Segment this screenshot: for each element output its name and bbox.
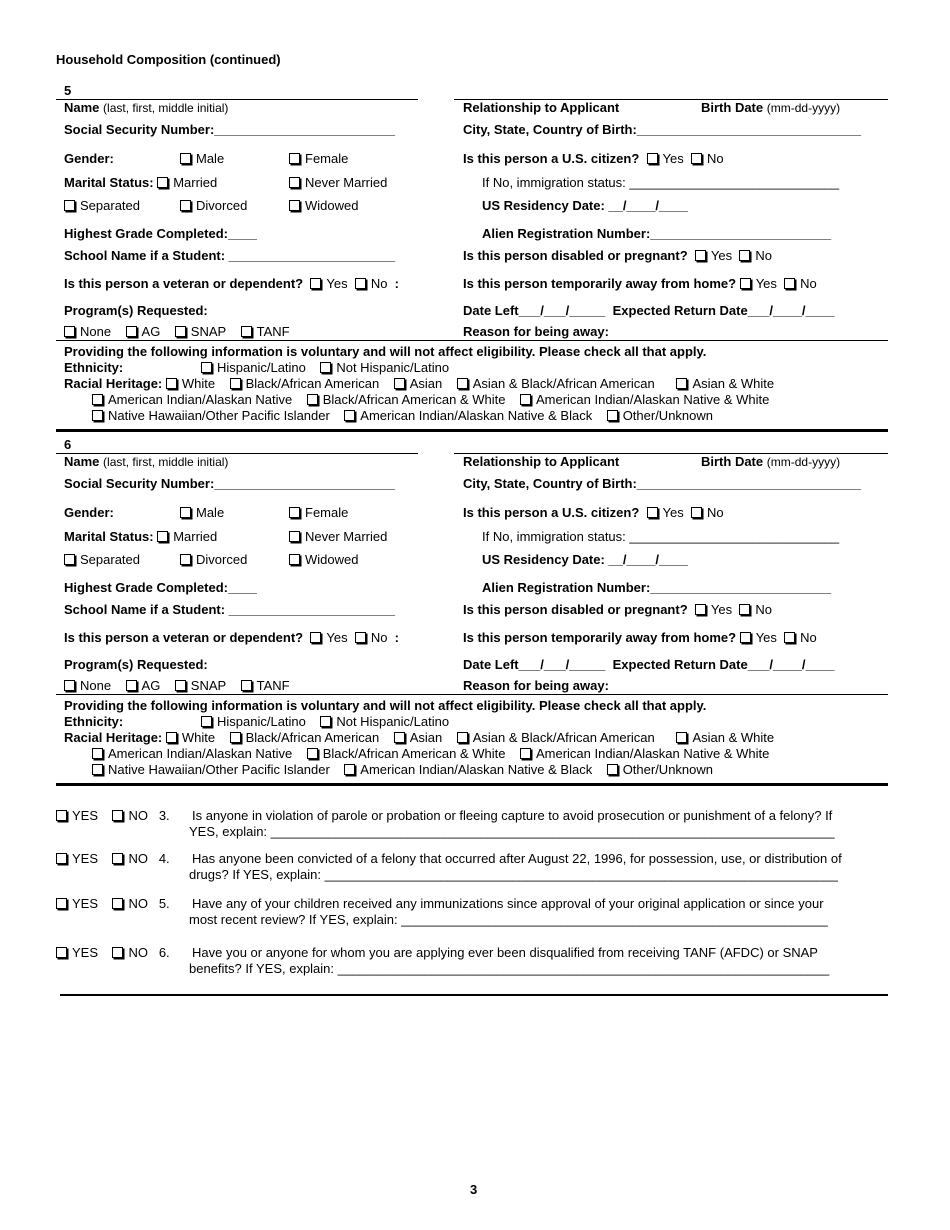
school-field[interactable]: School Name if a Student: _______________________	[64, 602, 395, 617]
checkbox-icon	[112, 898, 123, 909]
checkbox-icon	[92, 748, 103, 759]
checkbox-icon	[126, 680, 137, 691]
widowed-checkbox[interactable]: Widowed	[289, 198, 358, 214]
name-field[interactable]: Name (last, first, middle initial)	[64, 454, 229, 469]
question-yes[interactable]: YES	[56, 808, 98, 823]
citizen-yes[interactable]: Yes	[647, 151, 684, 166]
hawaiian-checkbox[interactable]: Native Hawaiian/Other Pacific Islander	[92, 408, 330, 423]
question-number: 5.	[158, 896, 170, 911]
ethnicity-row: Ethnicity:	[64, 714, 124, 729]
question-number: 6.	[158, 945, 170, 960]
asian-black-checkbox[interactable]: Asian & Black/African American	[457, 376, 655, 391]
veteran-yes[interactable]: Yes	[310, 630, 347, 645]
asian-white-checkbox[interactable]: Asian & White	[676, 376, 774, 391]
checkbox-icon	[64, 326, 75, 337]
question-yes[interactable]: YES	[56, 945, 98, 960]
birthplace-field[interactable]: City, State, Country of Birth:_______________________________	[463, 476, 861, 491]
married-checkbox[interactable]: Married	[157, 529, 217, 544]
citizen-no[interactable]: No	[691, 151, 724, 166]
checkbox-icon	[394, 732, 405, 743]
checkbox-icon	[175, 326, 186, 337]
checkbox-icon	[695, 604, 706, 615]
marital-status: Marital Status: Married	[64, 529, 218, 544]
question-explain-field[interactable]: drugs? If YES, explain: _______________________________________________________________________	[189, 867, 838, 882]
birthplace-field[interactable]: City, State, Country of Birth:_______________________________	[463, 122, 861, 137]
question-item	[56, 851, 896, 891]
checkbox-icon	[112, 853, 123, 864]
asian-white-checkbox[interactable]: Asian & White	[676, 730, 774, 745]
ethnicity-row: Ethnicity:	[64, 360, 124, 375]
race-row-1: Racial Heritage: White Black/African American Asian Asian & Black/African American Asian & White	[64, 376, 775, 391]
program-ag[interactable]: AG	[126, 678, 161, 693]
program-none[interactable]: None	[64, 678, 111, 693]
school-field[interactable]: School Name if a Student: _______________________	[64, 248, 395, 263]
away-no[interactable]: No	[784, 630, 817, 645]
person-number: 6	[64, 437, 72, 452]
page-title: Household Composition (continued)	[56, 52, 281, 67]
checkbox-icon	[784, 632, 795, 643]
checkbox-icon	[157, 177, 168, 188]
programs-label: Program(s) Requested:	[64, 303, 208, 318]
question-item	[56, 945, 896, 985]
expected-return-field[interactable]: Expected Return Date___/____/____	[612, 657, 835, 672]
program-tanf[interactable]: TANF	[241, 324, 290, 339]
checkbox-icon	[344, 764, 355, 775]
checkbox-icon	[310, 632, 321, 643]
widowed-checkbox[interactable]: Widowed	[289, 552, 358, 568]
name-field[interactable]: Name (last, first, middle initial)	[64, 100, 229, 115]
checkbox-icon	[112, 810, 123, 821]
not-hispanic-checkbox[interactable]: Not Hispanic/Latino	[320, 714, 449, 729]
checkbox-icon	[740, 278, 751, 289]
question-number: 4.	[158, 851, 170, 866]
checkbox-icon	[691, 153, 702, 164]
am-indian-white-checkbox[interactable]: American Indian/Alaskan Native & White	[520, 392, 769, 407]
programs-label: Program(s) Requested:	[64, 657, 208, 672]
question-text: Have you or anyone for whom you are applying ever been disqualified from receiving TANF (AFDC) or SNAP	[192, 945, 818, 960]
question-item	[56, 896, 896, 936]
white-checkbox[interactable]: White	[166, 730, 215, 745]
checkbox-icon	[64, 680, 75, 691]
black-checkbox[interactable]: Black/African American	[230, 376, 380, 391]
residency-field[interactable]: US Residency Date: __/____/____	[482, 552, 688, 567]
checkbox-icon	[241, 680, 252, 691]
checkbox-icon	[520, 748, 531, 759]
question-yes[interactable]: YES	[56, 896, 98, 911]
disabled-question: Is this person disabled or pregnant? Yes No	[463, 248, 772, 263]
disabled-no[interactable]: No	[739, 248, 772, 263]
citizen-question: Is this person a U.S. citizen? Yes No	[463, 505, 724, 520]
checkbox-icon	[180, 507, 191, 518]
veteran-yes[interactable]: Yes	[310, 276, 347, 291]
black-white-checkbox[interactable]: Black/African American & White	[307, 392, 506, 407]
checkbox-icon	[457, 732, 468, 743]
checkbox-icon	[64, 200, 75, 211]
grade-field[interactable]: Highest Grade Completed:____	[64, 580, 257, 595]
checkbox-icon	[695, 250, 706, 261]
am-indian-white-checkbox[interactable]: American Indian/Alaskan Native & White	[520, 746, 769, 761]
citizen-yes[interactable]: Yes	[647, 505, 684, 520]
veteran-no[interactable]: No	[355, 276, 388, 291]
checkbox-icon	[175, 680, 186, 691]
alien-field[interactable]: Alien Registration Number:_________________________	[482, 226, 832, 241]
hispanic-checkbox[interactable]: Hispanic/Latino	[201, 714, 306, 729]
birth-date-field[interactable]: Birth Date (mm-dd-yyyy)	[701, 454, 841, 469]
question-no[interactable]: NO	[112, 896, 148, 911]
question-no[interactable]: NO	[112, 945, 148, 960]
question-explain-field[interactable]: most recent review? If YES, explain: ___________________________________________________________	[189, 912, 828, 927]
date-left-field[interactable]: Date Left___/___/_____ Expected Return Date___/____/____	[463, 657, 835, 672]
checkbox-icon	[166, 732, 177, 743]
question-text: Has anyone been convicted of a felony that occurred after August 22, 1996, for possession, use, or distribution of	[192, 851, 842, 866]
am-indian-black-checkbox[interactable]: American Indian/Alaskan Native & Black	[344, 408, 592, 423]
question-yes-no	[56, 945, 170, 961]
checkbox-icon	[56, 947, 67, 958]
am-indian-checkbox[interactable]: American Indian/Alaskan Native	[92, 746, 292, 761]
divorced-checkbox[interactable]: Divorced	[180, 198, 247, 214]
programs-options	[64, 324, 290, 340]
separated-checkbox[interactable]: Separated	[64, 552, 140, 568]
program-ag[interactable]: AG	[126, 324, 161, 339]
veteran-no[interactable]: No	[355, 630, 388, 645]
checkbox-icon	[180, 200, 191, 211]
checkbox-icon	[157, 531, 168, 542]
veteran-question: Is this person a veteran or dependent? Yes No :	[64, 276, 400, 291]
checkbox-icon	[180, 153, 191, 164]
section-divider	[56, 783, 888, 786]
checkbox-icon	[230, 732, 241, 743]
bottom-divider	[60, 994, 888, 996]
divider	[56, 694, 888, 695]
checkbox-icon	[676, 732, 687, 743]
checkbox-icon	[289, 531, 300, 542]
checkbox-icon	[289, 177, 300, 188]
checkbox-icon	[56, 810, 67, 821]
checkbox-icon	[241, 326, 252, 337]
program-snap[interactable]: SNAP	[175, 324, 226, 339]
question-yes-no	[56, 896, 170, 912]
separated-checkbox[interactable]: Separated	[64, 198, 140, 214]
residency-field[interactable]: US Residency Date: __/____/____	[482, 198, 688, 213]
checkbox-icon	[607, 764, 618, 775]
reason-away-field[interactable]: Reason for being away:	[463, 678, 609, 693]
ethnicity-options	[201, 714, 449, 730]
expected-return-field[interactable]: Expected Return Date___/____/____	[612, 303, 835, 318]
gender-label: Gender:	[64, 151, 114, 166]
question-no[interactable]: NO	[112, 851, 148, 866]
hawaiian-checkbox[interactable]: Native Hawaiian/Other Pacific Islander	[92, 762, 330, 777]
divider	[670, 99, 888, 100]
disabled-yes[interactable]: Yes	[695, 248, 732, 263]
checkbox-icon	[126, 326, 137, 337]
ssn-field[interactable]: Social Security Number:_________________________	[64, 476, 396, 491]
immigration-field[interactable]: If No, immigration status: _____________________________	[482, 175, 840, 190]
question-item	[56, 808, 896, 848]
never-married-checkbox[interactable]: Never Married	[289, 175, 387, 191]
black-checkbox[interactable]: Black/African American	[230, 730, 380, 745]
asian-checkbox[interactable]: Asian	[394, 376, 443, 391]
married-checkbox[interactable]: Married	[157, 175, 217, 190]
checkbox-icon	[289, 554, 300, 565]
away-question: Is this person temporarily away from home? Yes No	[463, 276, 817, 291]
divider	[670, 453, 888, 454]
never-married-checkbox[interactable]: Never Married	[289, 529, 387, 545]
checkbox-icon	[307, 748, 318, 759]
disabled-yes[interactable]: Yes	[695, 602, 732, 617]
race-row-1: Racial Heritage: White Black/African American Asian Asian & Black/African American Asian & White	[64, 730, 775, 745]
ssn-field[interactable]: Social Security Number:_________________________	[64, 122, 396, 137]
checkbox-icon	[647, 153, 658, 164]
checkbox-icon	[64, 554, 75, 565]
relationship-field[interactable]: Relationship to Applicant	[463, 100, 620, 115]
am-indian-black-checkbox[interactable]: American Indian/Alaskan Native & Black	[344, 762, 592, 777]
person-section	[0, 354, 950, 777]
voluntary-note: Providing the following information is voluntary and will not affect eligibility. Please check all that apply.	[64, 698, 707, 713]
question-text: Is anyone in violation of parole or probation or fleeing capture to avoid prosecution or punishment of a felony? If	[192, 808, 833, 823]
checkbox-icon	[355, 632, 366, 643]
asian-black-checkbox[interactable]: Asian & Black/African American	[457, 730, 655, 745]
disabled-question: Is this person disabled or pregnant? Yes No	[463, 602, 772, 617]
question-yes-no	[56, 808, 170, 824]
female-checkbox[interactable]: Female	[289, 151, 348, 167]
question-text: Have any of your children received any immunizations since approval of your original application or since your	[192, 896, 824, 911]
checkbox-icon	[647, 507, 658, 518]
relationship-field[interactable]: Relationship to Applicant	[463, 454, 620, 469]
question-explain-field[interactable]: benefits? If YES, explain: ____________________________________________________________________	[189, 961, 830, 976]
away-question: Is this person temporarily away from home? Yes No	[463, 630, 817, 645]
checkbox-icon	[56, 898, 67, 909]
am-indian-checkbox[interactable]: American Indian/Alaskan Native	[92, 392, 292, 407]
page-number: 3	[470, 1182, 478, 1197]
checkbox-icon	[56, 853, 67, 864]
birth-date-field[interactable]: Birth Date (mm-dd-yyyy)	[701, 100, 841, 115]
checkbox-icon	[739, 604, 750, 615]
male-checkbox[interactable]: Male	[180, 151, 224, 167]
question-yes[interactable]: YES	[56, 851, 98, 866]
white-checkbox[interactable]: White	[166, 376, 215, 391]
checkbox-icon	[320, 716, 331, 727]
checkbox-icon	[739, 250, 750, 261]
alien-field[interactable]: Alien Registration Number:_________________________	[482, 580, 832, 595]
not-hispanic-checkbox[interactable]: Not Hispanic/Latino	[320, 360, 449, 375]
grade-field[interactable]: Highest Grade Completed:____	[64, 226, 257, 241]
checkbox-icon	[92, 764, 103, 775]
marital-status: Marital Status: Married	[64, 175, 218, 190]
question-no[interactable]: NO	[112, 808, 148, 823]
asian-checkbox[interactable]: Asian	[394, 730, 443, 745]
reason-away-field[interactable]: Reason for being away:	[463, 324, 609, 339]
away-yes[interactable]: Yes	[740, 630, 777, 645]
race-row-2	[92, 746, 769, 762]
female-checkbox[interactable]: Female	[289, 505, 348, 521]
person-section	[0, 0, 950, 423]
away-no[interactable]: No	[784, 276, 817, 291]
checkbox-icon	[310, 278, 321, 289]
veteran-question: Is this person a veteran or dependent? Yes No :	[64, 630, 400, 645]
checkbox-icon	[201, 716, 212, 727]
disabled-no[interactable]: No	[739, 602, 772, 617]
question-number: 3.	[158, 808, 170, 823]
checkbox-icon	[289, 507, 300, 518]
voluntary-note: Providing the following information is voluntary and will not affect eligibility. Please check all that apply.	[64, 344, 707, 359]
person-number: 5	[64, 83, 72, 98]
checkbox-icon	[355, 278, 366, 289]
divorced-checkbox[interactable]: Divorced	[180, 552, 247, 568]
checkbox-icon	[740, 632, 751, 643]
hispanic-checkbox[interactable]: Hispanic/Latino	[201, 360, 306, 375]
male-checkbox[interactable]: Male	[180, 505, 224, 521]
date-left-field[interactable]: Date Left___/___/_____ Expected Return Date___/____/____	[463, 303, 835, 318]
program-none[interactable]: None	[64, 324, 111, 339]
race-row-3	[92, 762, 713, 778]
checkbox-icon	[180, 554, 191, 565]
checkbox-icon	[691, 507, 702, 518]
citizen-question: Is this person a U.S. citizen? Yes No	[463, 151, 724, 166]
checkbox-icon	[289, 200, 300, 211]
program-snap[interactable]: SNAP	[175, 678, 226, 693]
black-white-checkbox[interactable]: Black/African American & White	[307, 746, 506, 761]
away-yes[interactable]: Yes	[740, 276, 777, 291]
question-explain-field[interactable]: YES, explain: ______________________________________________________________________________	[189, 824, 835, 839]
checkbox-icon	[112, 947, 123, 958]
checkbox-icon	[784, 278, 795, 289]
immigration-field[interactable]: If No, immigration status: _____________________________	[482, 529, 840, 544]
programs-options	[64, 678, 290, 694]
checkbox-icon	[289, 153, 300, 164]
citizen-no[interactable]: No	[691, 505, 724, 520]
gender-label: Gender:	[64, 505, 114, 520]
other-checkbox[interactable]: Other/Unknown	[607, 408, 713, 423]
program-tanf[interactable]: TANF	[241, 678, 290, 693]
divider	[56, 340, 888, 341]
other-checkbox[interactable]: Other/Unknown	[607, 762, 713, 777]
question-yes-no	[56, 851, 170, 867]
